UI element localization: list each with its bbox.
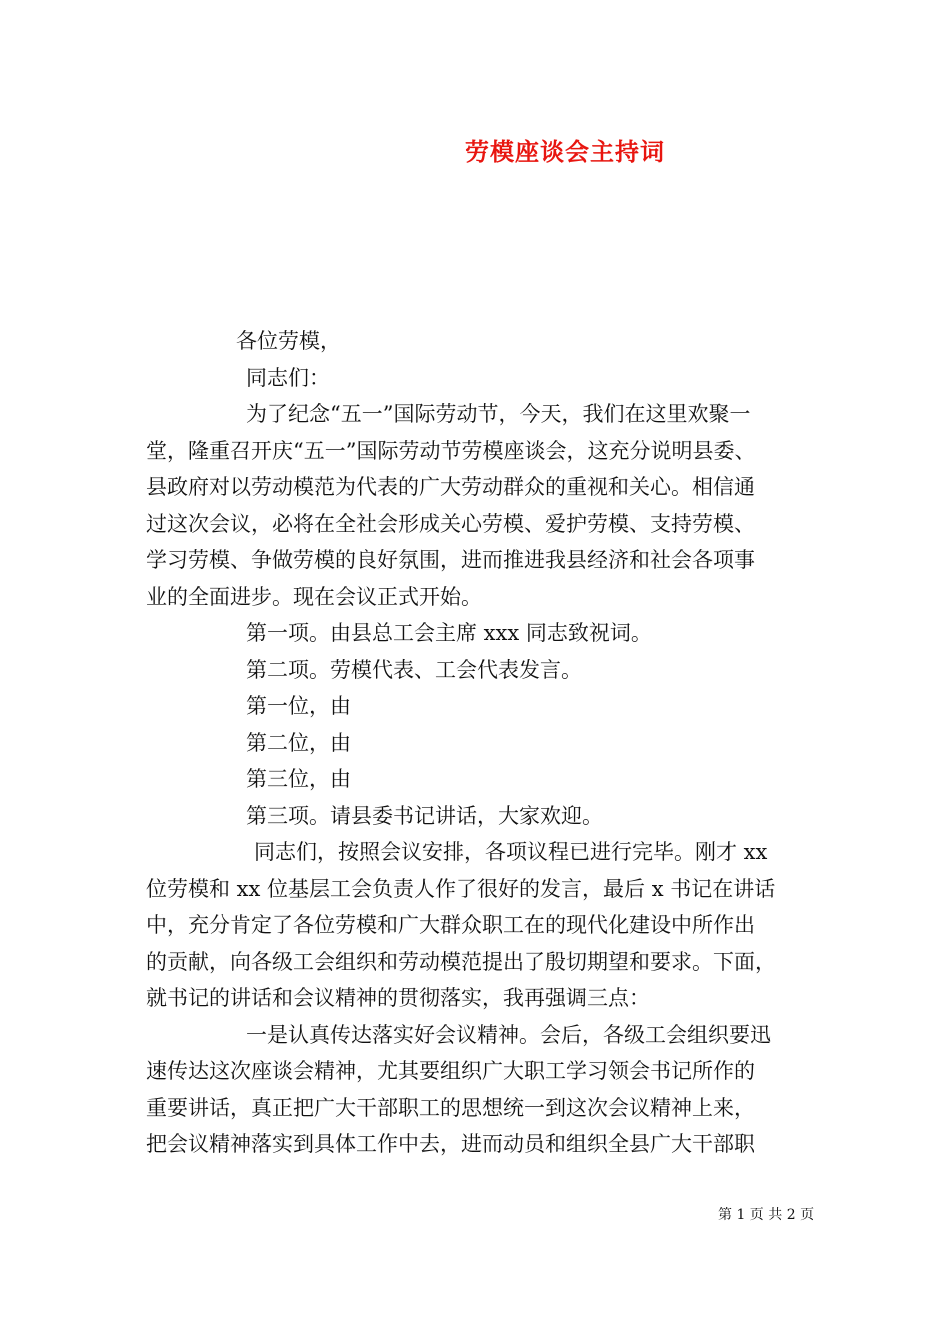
paragraph-line: 位劳模和 xx 位基层工会负责人作了很好的发言，最后 x 书记在讲话 — [146, 876, 776, 901]
paragraph-line: 过这次会议，必将在全社会形成关心劳模、爱护劳模、支持劳模、 — [146, 511, 755, 536]
paragraph-line: 重要讲话，真正把广大干部职工的思想统一到这次会议精神上来， — [146, 1095, 755, 1120]
agenda-item: 第二项。劳模代表、工会代表发言。 — [246, 657, 582, 682]
paragraph-line: 把会议精神落实到具体工作中去，进而动员和组织全县广大干部职 — [146, 1132, 755, 1156]
document-body — [146, 323, 824, 1163]
paragraph-line: 堂，隆重召开庆“五一”国际劳动节劳模座谈会，这充分说明县委、 — [146, 438, 756, 463]
speaker-line: 第一位，由 — [246, 694, 351, 718]
agenda-item: 第三项。请县委书记讲话，大家欢迎。 — [246, 803, 603, 828]
paragraph-line: 为了纪念“五一”国际劳动节，今天，我们在这里欢聚一 — [246, 402, 751, 426]
page-number: 第 1 页 共 2 页 — [718, 1207, 815, 1223]
paragraph-line: 就书记的讲话和会议精神的贯彻落实，我再强调三点： — [146, 986, 650, 1010]
paragraph-line: 学习劳模、争做劳模的良好氛围，进而推进我县经济和社会各项事 — [146, 548, 755, 572]
agenda-item: 第一项。由县总工会主席 xxx 同志致祝词。 — [246, 621, 652, 645]
paragraph-line: 中，充分肯定了各位劳模和广大群众职工在的现代化建设中所作出 — [146, 913, 755, 937]
document-title: 劳模座谈会主持词 — [465, 137, 665, 166]
paragraph-line: 一是认真传达落实好会议精神。会后，各级工会组织要迅 — [246, 1022, 771, 1047]
paragraph-line: 的贡献，向各级工会组织和劳动模范提出了殷切期望和要求。下面， — [146, 949, 776, 974]
paragraph-line: 同志们，按照会议安排，各项议程已进行完毕。刚才 xx — [254, 840, 768, 864]
salutation-line: 同志们： — [246, 365, 330, 390]
paragraph-line: 业的全面进步。现在会议正式开始。 — [146, 584, 482, 609]
speaker-line: 第二位，由 — [246, 730, 351, 755]
paragraph-line: 速传达这次座谈会精神，尤其要组织广大职工学习领会书记所作的 — [146, 1059, 755, 1083]
paragraph-line: 县政府对以劳动模范为代表的广大劳动群众的重视和关心。相信通 — [146, 475, 755, 499]
salutation-line: 各位劳模， — [236, 329, 341, 353]
speaker-line: 第三位，由 — [246, 767, 351, 791]
